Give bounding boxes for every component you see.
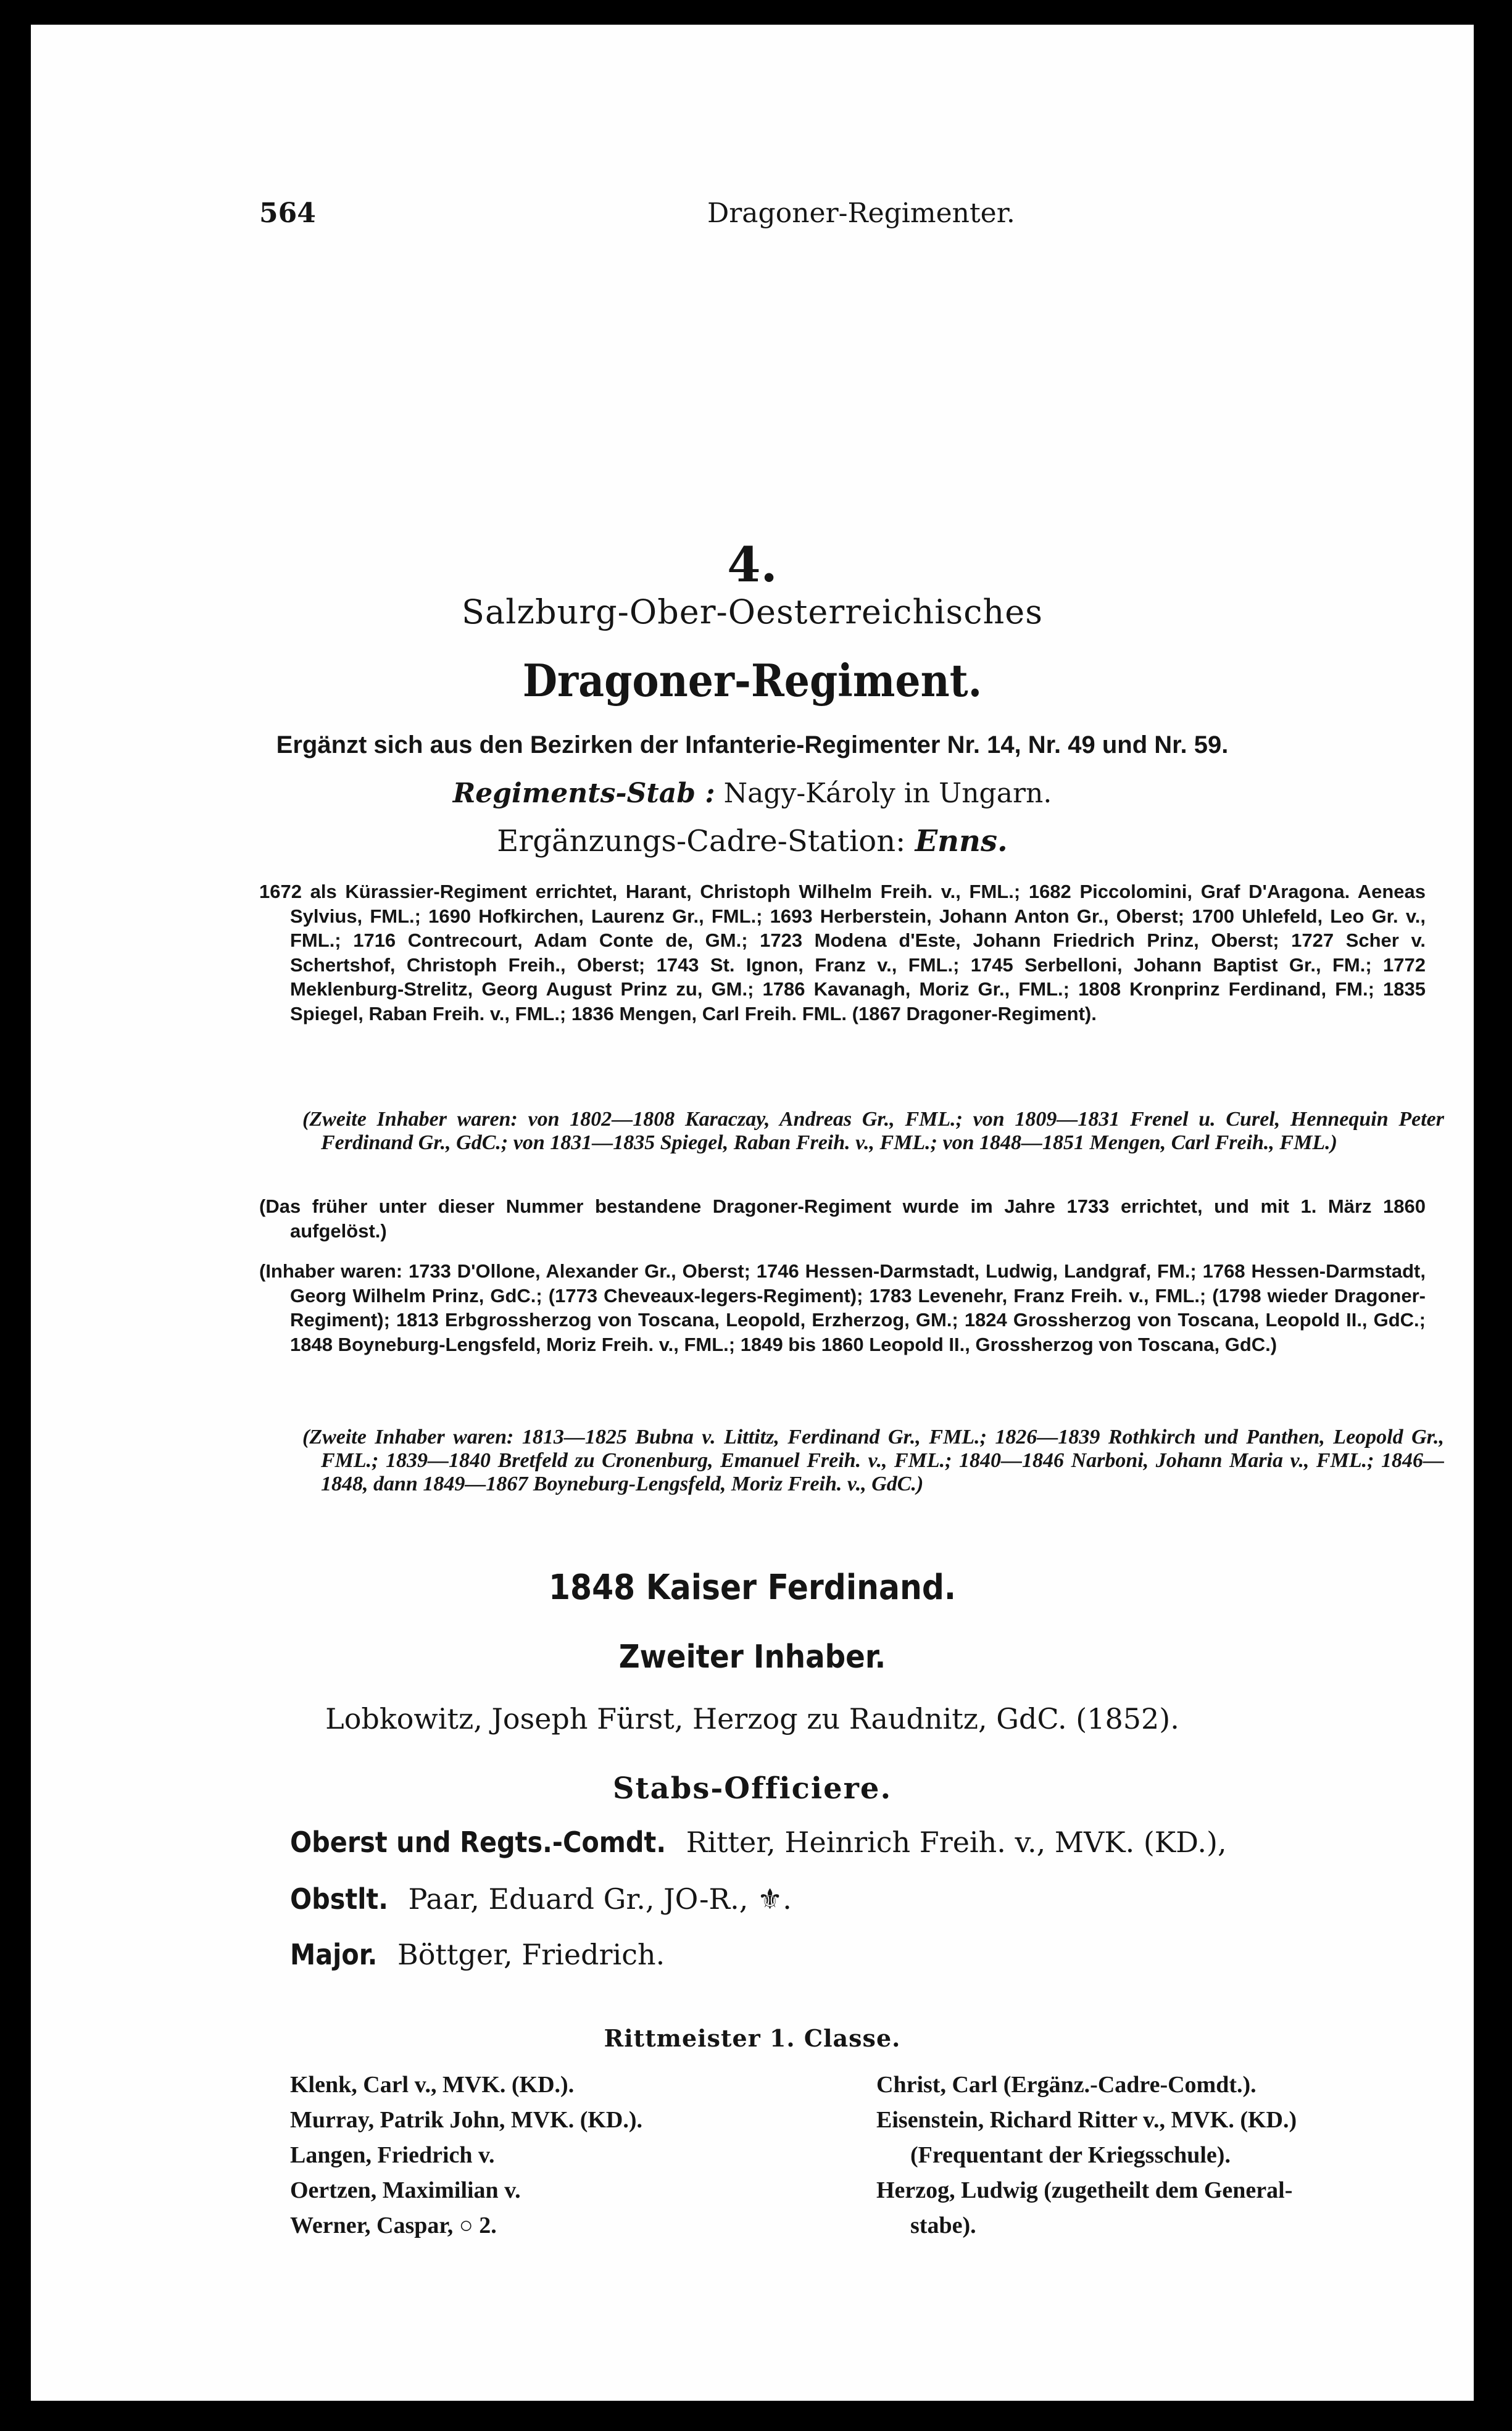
officer-name: Paar, Eduard Gr., JO-R., ⚜. [408, 1882, 792, 1916]
second-owner: Lobkowitz, Joseph Fürst, Herzog zu Raudnitz, GdC. (1852). [325, 1702, 1179, 1735]
officer-name: Ritter, Heinrich Freih. v., MVK. (KD.), [686, 1826, 1227, 1859]
cadre-station-line [31, 824, 1474, 858]
former-regiment-note: (Das früher unter dieser Nummer bestandene Dragoner-Regiment wurde im Jahre 1733 errichtet, und mit 1. März 1860 aufgelöst.) [259, 1195, 1426, 1242]
rittmeister-entry: Langen, Friedrich v. [290, 2142, 495, 2168]
rittmeister-entry: Herzog, Ludwig (zugetheilt dem General- [876, 2177, 1293, 2203]
rittmeister-entry: Klenk, Carl v., MVK. (KD.). [290, 2072, 575, 2098]
cadre-label: Ergänzungs-Cadre-Station: [497, 824, 906, 858]
former-owners-paragraph: (Inhaber waren: 1733 D'Ollone, Alexander Gr., Oberst; 1746 Hessen-Darmstadt, Ludwig, Landgraf, FM.; 1768 Hessen-Darmstadt, Georg Wilhelm Prinz, GdC.; (1773 Cheveaux-legers-Regiment); 1783 Levenehr, Franz Freih. v., FML.; (1798 wieder Dragoner-Regiment); 1813 Erbgrossherzog von Toscana, Leopold, Erzherzog, GM.; 1824 Grossherzog von Toscana, Leopold II., GdC.; 1848 Boyneburg-Lengsfeld, Moriz Freih. v., FML.; 1849 bis 1860 Leopold II., Grossherzog von Toscana, GdC.) [259, 1260, 1426, 1355]
officer-rank: Oberst und Regts.-Comdt. [290, 1826, 667, 1859]
regiment-number: 4. [727, 537, 778, 593]
officer-line [290, 1826, 1227, 1859]
second-owners-note: (Zweite Inhaber waren: von 1802—1808 Karaczay, Andreas Gr., FML.; von 1809—1831 Frenel u. Curel, Hennequin Peter Ferdinand Gr., GdC.; von 1831—1835 Spiegel, Raban Freih. v., FML.; von 1848—1851 Mengen, Carl Freih., FML.) [302, 1108, 1444, 1154]
rittmeister-left-column [290, 2067, 845, 2243]
stab-value: Nagy-Károly in Ungarn. [723, 778, 1052, 809]
staff-officers-heading: Stabs-Officiere. [612, 1771, 892, 1806]
history-paragraph: 1672 als Kürassier-Regiment errichtet, Harant, Christoph Wilhelm Freih. v., FML.; 1682 Piccolomini, Graf D'Aragona. Aeneas Sylvius, FML.; 1690 Hofkirchen, Laurenz Gr., FML.; 1693 Herberstein, Johann Anton Gr., Oberst; 1700 Uhlefeld, Leo Gr. v., FML.; 1716 Contrecourt, Adam Conte de, GM.; 1723 Modena d'Este, Johann Friedrich Prinz, Oberst; 1727 Scher v. Schertshof, Christoph Freih., Oberst; 1743 St. Ignon, Franz v., FML.; 1745 Serbelloni, Johann Baptist Gr., FM.; 1772 Meklenburg-Strelitz, Georg August Prinz zu, GM.; 1786 Kavanagh, Moriz Gr., FML.; 1808 Kronprinz Ferdinand, FM.; 1835 Spiegel, Raban Freih. v., FML.; 1836 Mengen, Carl Freih. FML. (1867 Dragoner-Regiment). [259, 881, 1426, 1024]
rittmeister-entry-continued: (Frequentant der Kriegsschule). [910, 2142, 1231, 2168]
rittmeister-entry: Christ, Carl (Ergänz.-Cadre-Comdt.). [876, 2072, 1257, 2098]
ergaenzung-line: Ergänzt sich aus den Bezirken der Infanterie-Regimenter Nr. 14, Nr. 49 und Nr. 59. [276, 731, 1229, 758]
regiment-subtitle: Salzburg-Ober-Oesterreichisches [462, 592, 1043, 631]
rittmeister-entry: Werner, Caspar, ○ 2. [290, 2213, 497, 2238]
rittmeister-entry: Eisenstein, Richard Ritter v., MVK. (KD.) [876, 2107, 1297, 2133]
regiment-name: Dragoner-Regiment. [522, 654, 982, 707]
page [31, 25, 1474, 2401]
rittmeister-entry: Oertzen, Maximilian v. [290, 2177, 521, 2203]
officer-line [290, 1882, 792, 1916]
regiments-stab-line [31, 778, 1474, 809]
officer-rank: Obstlt. [290, 1882, 388, 1916]
cadre-value: Enns. [915, 824, 1008, 858]
rittmeister-heading: Rittmeister 1. Classe. [604, 2024, 901, 2052]
former-second-owners-note: (Zweite Inhaber waren: 1813—1825 Bubna v. Littitz, Ferdinand Gr., FML.; 1826—1839 Rothkirch und Panthen, Leopold Gr., FML.; 1839—1840 Bretfeld zu Cronenburg, Emanuel Freih. v., FML.; 1840—1846 Narboni, Johann Maria v., FML.; 1846—1848, dann 1849—1867 Boyneburg-Lengsfeld, Moriz Freih. v., GdC.) [302, 1426, 1444, 1495]
rittmeister-entry: Murray, Patrik John, MVK. (KD.). [290, 2107, 643, 2133]
page-number: 564 [259, 197, 316, 229]
rittmeister-right-column [876, 2067, 1432, 2243]
officer-rank: Major. [290, 1938, 378, 1971]
stab-label: Regiments-Stab : [452, 778, 715, 809]
second-owner-heading: Zweiter Inhaber. [618, 1639, 886, 1676]
officer-line [290, 1938, 665, 1971]
rittmeister-entry-continued: stabe). [910, 2213, 976, 2238]
running-title: Dragoner-Regimenter. [707, 197, 1015, 229]
first-owner: 1848 Kaiser Ferdinand. [548, 1568, 957, 1608]
officer-name: Böttger, Friedrich. [397, 1938, 665, 1971]
